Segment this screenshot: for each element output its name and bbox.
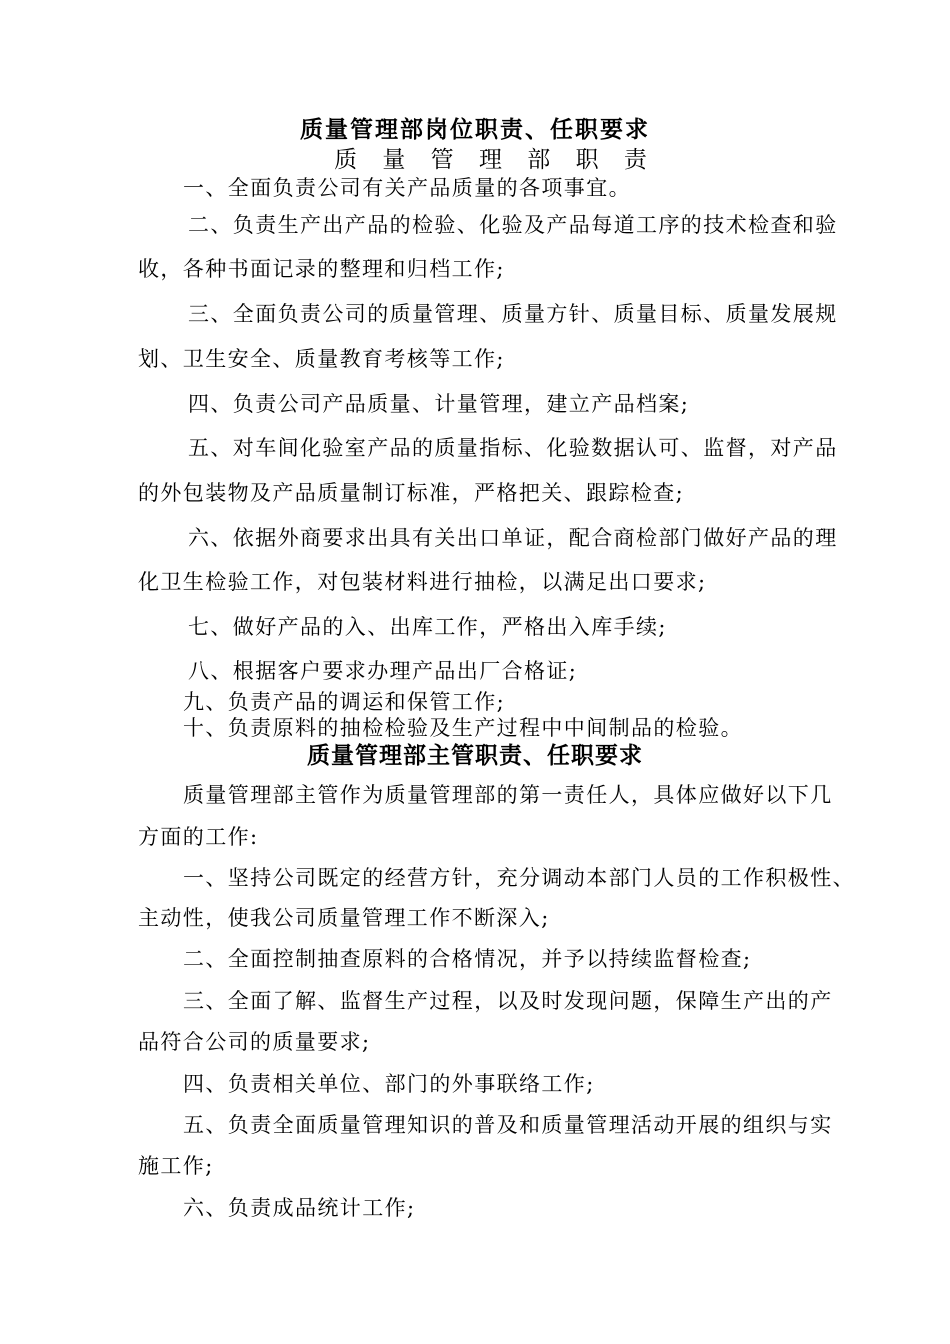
- section-2-line: 五、负责全面质量管理知识的普及和质量管理活动开展的组织与实: [183, 1113, 833, 1137]
- section-1-line: 七、做好产品的入、出库工作，严格出入库手续;: [188, 615, 667, 639]
- section-1-line: 五、对车间化验室产品的质量指标、化验数据认可、监督，对产品: [188, 436, 838, 460]
- section-1-line: 十、负责原料的抽检检验及生产过程中中间制品的检验。: [183, 716, 743, 740]
- section-2-line: 三、全面了解、监督生产过程，以及时发现问题，保障生产出的产: [183, 989, 833, 1013]
- document-title: 质量管理部岗位职责、任职要求: [300, 117, 650, 143]
- section-1-line: 二、负责生产出产品的检验、化验及产品每道工序的技术检查和验: [188, 213, 838, 237]
- section-2-heading: 质量管理部主管职责、任职要求: [307, 743, 643, 769]
- section-1-line: 六、依据外商要求出具有关出口单证，配合商检部门做好产品的理: [188, 526, 838, 550]
- section-2-line: 四、负责相关单位、部门的外事联络工作;: [183, 1072, 595, 1096]
- section-1-line: 收，各种书面记录的整理和归档工作;: [138, 257, 505, 281]
- section-1-line: 一、全面负责公司有关产品质量的各项事宜。: [183, 176, 631, 200]
- section-2-line: 六、负责成品统计工作;: [183, 1196, 416, 1220]
- section-1-heading: 质 量 管 理 部 职 责: [334, 147, 656, 173]
- section-1-line: 的外包装物及产品质量制订标准，严格把关、跟踪检查;: [138, 481, 685, 505]
- section-1-line: 化卫生检验工作，对包装材料进行抽检，以满足出口要求;: [138, 570, 707, 594]
- section-2-line: 质量管理部主管作为质量管理部的第一责任人，具体应做好以下几: [183, 783, 833, 807]
- section-2-line: 一、坚持公司既定的经营方针，充分调动本部门人员的工作积极性、: [183, 866, 855, 890]
- section-2-line: 施工作;: [138, 1154, 214, 1178]
- section-1-line: 八、根据客户要求办理产品出厂合格证;: [188, 659, 578, 683]
- section-2-line: 方面的工作:: [138, 825, 259, 849]
- section-1-line: 三、全面负责公司的质量管理、质量方针、质量目标、质量发展规: [188, 302, 838, 326]
- section-2-line: 品符合公司的质量要求;: [138, 1030, 371, 1054]
- section-1-line: 九、负责产品的调运和保管工作;: [183, 690, 506, 714]
- section-2-line: 主动性，使我公司质量管理工作不断深入;: [138, 906, 550, 930]
- section-1-line: 四、负责公司产品质量、计量管理，建立产品档案;: [188, 392, 690, 416]
- section-2-line: 二、全面控制抽查原料的合格情况，并予以持续监督检查;: [183, 947, 752, 971]
- section-1-line: 划、卫生安全、质量教育考核等工作;: [138, 347, 505, 371]
